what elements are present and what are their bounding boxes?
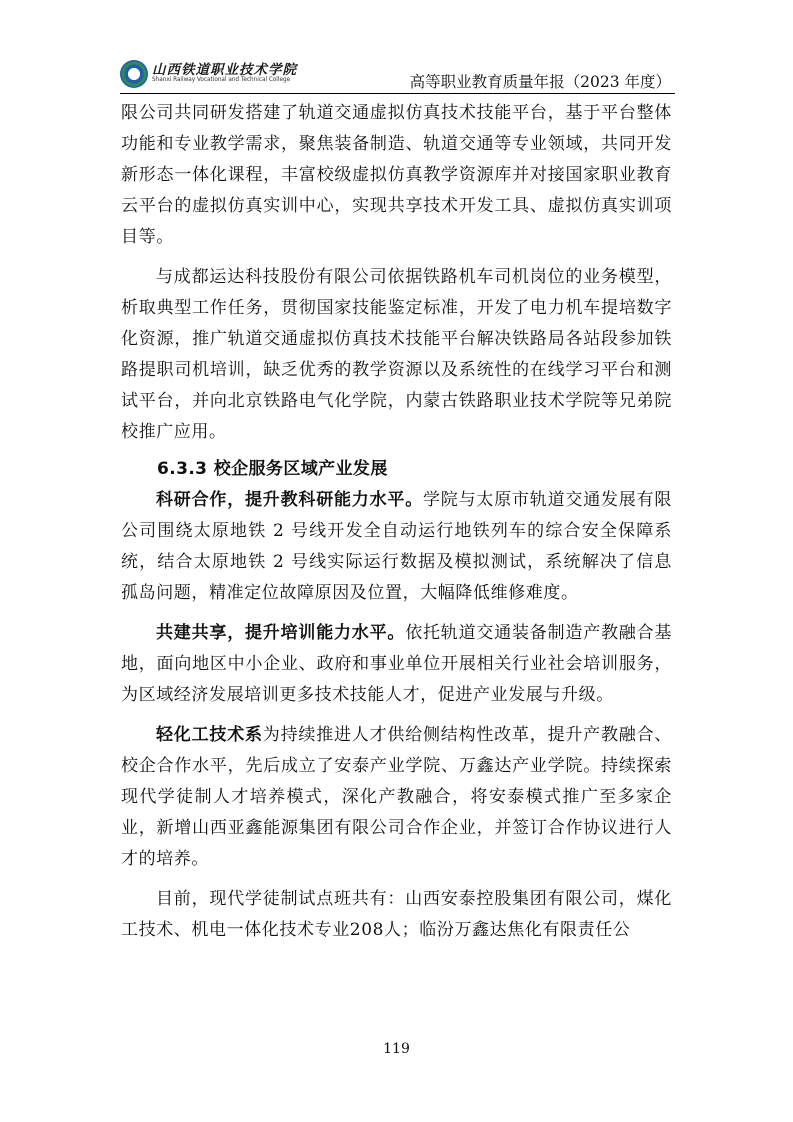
paragraph-text: 学院与太原市轨道交通发展有限公司围绕太原地铁 2 号线开发全自动运行地铁列车的综合安全保障系统，结合太原地铁 2 号线实际运行数据及模拟测试，系统解决了信息孤岛问题，精准定位故障原因及位置，大幅降低维修难度。 [121,490,672,603]
college-logo-icon [120,60,148,88]
paragraph-lead: 科研合作，提升教科研能力水平。 [156,490,423,510]
college-name-cn: 山西铁道职业技术学院 [152,62,297,78]
page-body [121,98,672,946]
page-number: 119 [383,1041,410,1057]
paragraph-chengdu-yunda: 与成都运达科技股份有限公司依据铁路机车司机岗位的业务模型，析取典型工作任务，贯彻国家技能鉴定标准，开发了电力机车提培数字化资源，推广轨道交通虚拟仿真技术技能平台解决铁路局各站段参加铁路提职司机培训，缺乏优秀的教学资源以及系统性的在线学习平台和测试平台，并向北京铁路电气化学院，内蒙古铁路职业技术学院等兄弟院校推广应用。 [121,267,672,442]
paragraph-text: 为持续推进人才供给侧结构性改革，提升产教融合、校企合作水平，先后成立了安泰产业学院、万鑫达产业学院。持续探索现代学徒制人才培养模式，深化产教融合，将安泰模式推广至多家企业，新增山西亚鑫能源集团有限公司合作企业，并签订合作协议进行人才的培养。 [121,725,672,869]
paragraph-text: 依托轨道交通装备制造产教融合基地，面向地区中小企业、政府和事业单位开展相关行业社会培训服务，为区域经济发展培训更多技术技能人才，促进产业发展与升级。 [121,623,672,705]
page-header [120,56,675,98]
college-name-en: Shanxi Railway Vocational and Technical College [152,76,291,83]
paragraph-lead: 共建共享，提升培训能力水平。 [156,623,406,643]
paragraph-research-cooperation [121,485,672,609]
header-divider [120,93,675,94]
report-title: 高等职业教育质量年报（2023 年度） [409,73,671,91]
section-heading: 6.3.3 校企服务区域产业发展 [157,459,388,479]
paragraph-shared-training [121,618,672,711]
paragraph-chemical-department [121,720,672,875]
paragraph-apprenticeship: 目前，现代学徒制试点班共有：山西安泰控股集团有限公司，煤化工技术、机电一体化技术专业208人；临汾万鑫达焦化有限责任公 [121,889,672,940]
paragraph-lead: 轻化工技术系 [156,725,263,745]
paragraph-continued: 限公司共同研发搭建了轨道交通虚拟仿真技术技能平台，基于平台整体功能和专业教学需求，聚焦装备制造、轨道交通等专业领域，共同开发新形态一体化课程，丰富校级虚拟仿真教学资源库并对接国家职业教育云平台的虚拟仿真实训中心，实现共享技术开发工具、虚拟仿真实训项目等。 [121,103,672,247]
